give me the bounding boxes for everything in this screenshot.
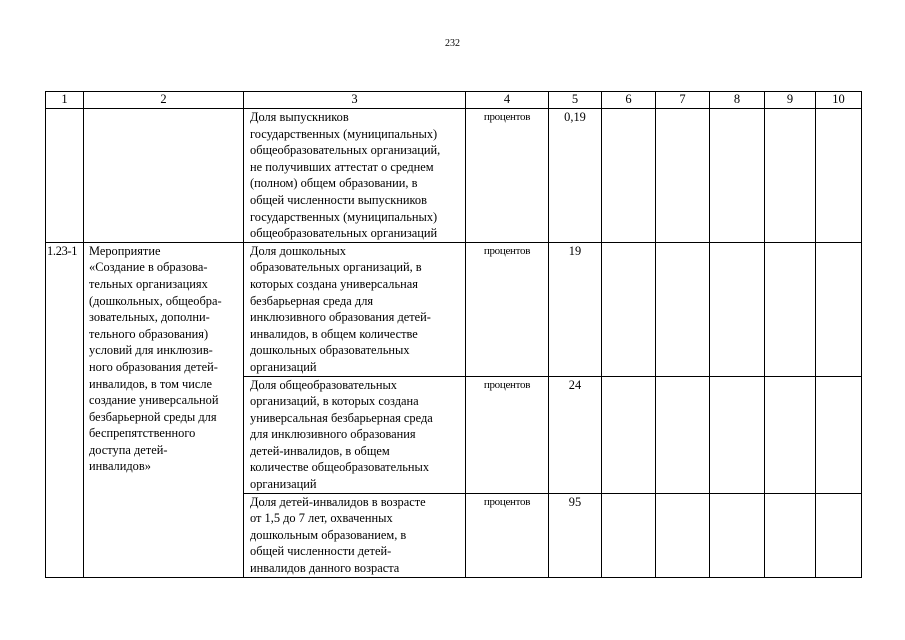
unit-cell: процентов [466,376,549,493]
table-row [46,242,862,376]
empty-cell [46,109,84,243]
column-header: 9 [765,92,816,109]
measure-name: Мероприятие «Создание в образова- тельных организациях (дошкольных, общеобра- зовательных, дополни- тельного образования) условий для инклюзив- ного образования детей- инвалидов, в том числе создание универсальной безбарьерной среды для беспрепятственного доступа детей- инвалидов» [84,242,244,577]
empty-cell [656,242,710,376]
column-header: 5 [549,92,602,109]
column-header: 10 [816,92,862,109]
empty-cell [602,493,656,577]
empty-cell [656,376,710,493]
indicator-name: Доля выпускников государственных (муниципальных) общеобразовательных организаций, не получивших аттестат о среднем (полном) общем образовании, в общей численности выпускников государственных (муниципальных) общеобразовательных организаций [244,109,466,243]
column-header: 3 [244,92,466,109]
unit-cell: процентов [466,242,549,376]
empty-cell [765,109,816,243]
empty-cell [765,493,816,577]
empty-cell [816,242,862,376]
unit-cell: процентов [466,109,549,243]
empty-cell [710,493,765,577]
indicators-table [45,91,862,578]
value-cell: 24 [549,376,602,493]
empty-cell [656,493,710,577]
indicator-name: Доля дошкольных образовательных организаций, в которых создана универсальная безбарьерная среда для инклюзивного образования детей- инвалидов, в общем количестве дошкольных образовательных организаций [244,242,466,376]
measure-number: 1.23-1 [46,242,84,577]
empty-cell [602,109,656,243]
empty-cell [710,242,765,376]
table-row [46,109,862,243]
value-cell: 0,19 [549,109,602,243]
unit-cell: процентов [466,493,549,577]
column-header: 1 [46,92,84,109]
value-cell: 19 [549,242,602,376]
empty-cell [816,376,862,493]
empty-cell [602,376,656,493]
empty-cell [765,242,816,376]
empty-cell [816,493,862,577]
empty-cell [656,109,710,243]
empty-cell [710,376,765,493]
empty-cell [84,109,244,243]
value-cell: 95 [549,493,602,577]
empty-cell [710,109,765,243]
empty-cell [765,376,816,493]
indicator-name: Доля общеобразовательных организаций, в которых создана универсальная безбарьерная среда для инклюзивного образования детей-инвалидов, в общем количестве общеобразовательных организаций [244,376,466,493]
table-header-row [46,92,862,109]
page-number: 232 [445,38,460,49]
column-header: 2 [84,92,244,109]
empty-cell [816,109,862,243]
empty-cell [602,242,656,376]
column-header: 8 [710,92,765,109]
indicator-name: Доля детей-инвалидов в возрасте от 1,5 до 7 лет, охваченных дошкольным образованием, в общей численности детей- инвалидов данного возраста [244,493,466,577]
column-header: 6 [602,92,656,109]
column-header: 4 [466,92,549,109]
column-header: 7 [656,92,710,109]
